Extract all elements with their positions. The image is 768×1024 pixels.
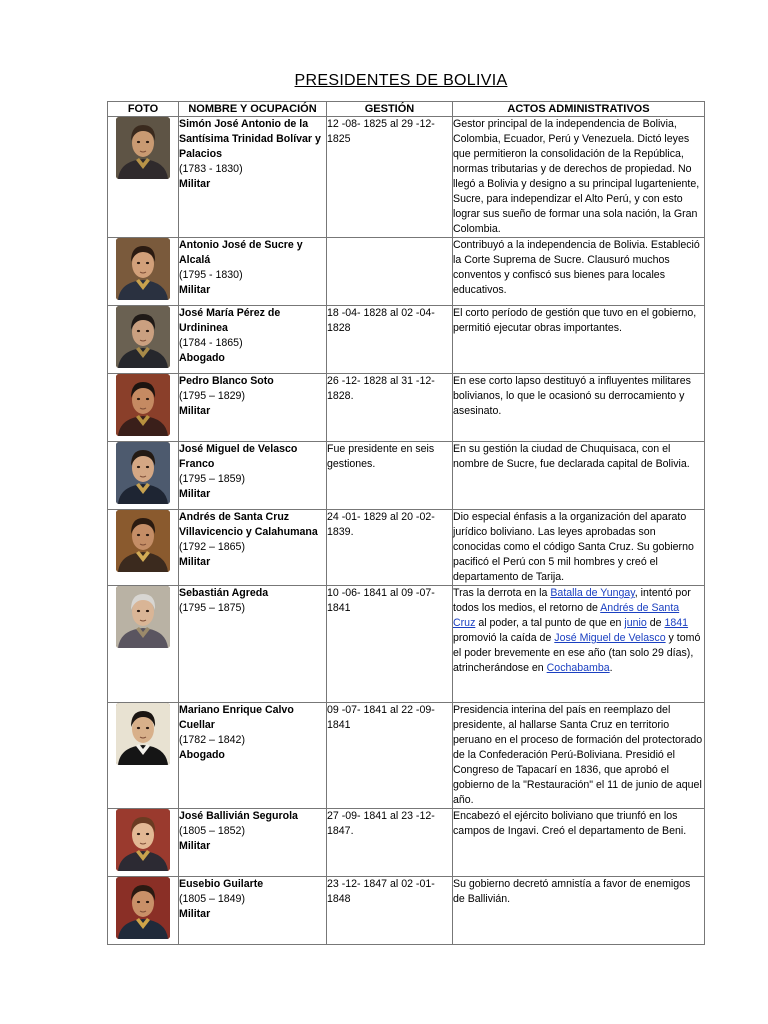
president-portrait <box>116 703 170 765</box>
president-name: Antonio José de Sucre y Alcalá <box>179 239 303 266</box>
name-cell <box>179 510 327 586</box>
table-row <box>108 809 705 877</box>
president-occupation: Militar <box>179 178 211 190</box>
gestion-cell <box>327 117 453 238</box>
gestion-cell <box>327 877 453 945</box>
president-occupation: Militar <box>179 908 211 920</box>
acts-text: . <box>609 662 613 674</box>
table-row <box>108 117 705 238</box>
acts-text: Encabezó el ejército boliviano que triunfó en los campos de Ingavi. Creó el departamento de Beni. <box>453 810 687 837</box>
presidents-table <box>107 101 705 945</box>
wiki-link[interactable]: Batalla de Yungay <box>550 587 635 599</box>
acts-text: Gestor principal de la independencia de Bolivia, Colombia, Ecuador, Perú y Venezuela. Dictó leyes que permitieron la consolidación de la República, normas tributarias y de derechos de propiedad. No llegó a Bolivia y designo a su principal lugarteniente, Sucre, para independizar el Alto Perú, y con esto lograr sus sueño de formar una sola nación, la Gran Colombia. <box>453 118 700 235</box>
table-row <box>108 877 705 945</box>
president-portrait <box>116 809 170 871</box>
acts-cell <box>453 117 705 238</box>
president-years: (1783 - 1830) <box>179 163 243 175</box>
name-cell <box>179 877 327 945</box>
president-name: José Miguel de Velasco Franco <box>179 443 298 470</box>
president-occupation: Abogado <box>179 352 225 364</box>
wiki-link[interactable]: Cochabamba <box>546 662 610 674</box>
table-row <box>108 374 705 442</box>
header-actos-administrativos: ACTOS ADMINISTRATIVOS <box>453 102 705 117</box>
acts-text: al poder, a tal punto de que en <box>475 617 625 629</box>
document-title: PRESIDENTES DE BOLIVIA <box>294 72 508 89</box>
gestion-text: 12 -08- 1825 al 29 -12- 1825 <box>327 118 435 145</box>
president-portrait <box>116 374 170 436</box>
acts-text: El corto período de gestión que tuvo en el gobierno, permitió ejecutar obras importantes. <box>453 307 697 334</box>
header-foto: FOTO <box>108 102 179 117</box>
acts-text: Contribuyó a la independencia de Bolivia. Estableció la Corte Suprema de Sucre. Clausuró muchos conventos y confiscó sus bienes para locales educativos. <box>453 239 700 296</box>
photo-cell <box>108 306 179 374</box>
wiki-link[interactable]: junio <box>624 617 647 629</box>
table-header-row <box>108 102 705 117</box>
gestion-cell <box>327 586 453 703</box>
photo-cell <box>108 510 179 586</box>
president-occupation: Militar <box>179 284 211 296</box>
photo-cell <box>108 877 179 945</box>
gestion-cell <box>327 442 453 510</box>
acts-text: promovió la caída de <box>453 632 555 644</box>
acts-text: , intentó por todos los medios, el retorno de <box>453 587 691 614</box>
header-gestion: GESTIÓN <box>327 102 453 117</box>
name-cell <box>179 809 327 877</box>
table-row <box>108 238 705 306</box>
gestion-text: 10 -06- 1841 al 09 -07- 1841 <box>327 587 435 614</box>
acts-text: En su gestión la ciudad de Chuquisaca, con el nombre de Sucre, fue declarada capital de Bolivia. <box>453 443 690 470</box>
acts-cell <box>453 238 705 306</box>
president-years: (1795 – 1859) <box>179 473 245 485</box>
president-years: (1795 – 1875) <box>179 602 245 614</box>
acts-cell <box>453 586 705 703</box>
acts-cell <box>453 306 705 374</box>
acts-cell <box>453 374 705 442</box>
president-occupation: Militar <box>179 556 211 568</box>
photo-cell <box>108 586 179 703</box>
acts-text: Su gobierno decretó amnistía a favor de enemigos de Ballivián. <box>453 878 691 905</box>
president-portrait <box>116 510 170 572</box>
president-name: Mariano Enrique Calvo Cuellar <box>179 704 294 731</box>
president-occupation: Militar <box>179 488 211 500</box>
name-cell <box>179 442 327 510</box>
gestion-text: 18 -04- 1828 al 02 -04-1828 <box>327 307 435 334</box>
acts-text: de <box>646 617 665 629</box>
president-name: Pedro Blanco Soto <box>179 375 274 387</box>
wiki-link[interactable]: 1841 <box>664 617 689 629</box>
wiki-link[interactable]: Andrés de Santa Cruz <box>453 602 680 629</box>
president-name: Andrés de Santa Cruz Villavicencio y Calahumana <box>179 511 318 538</box>
table-row <box>108 586 705 703</box>
photo-cell <box>108 809 179 877</box>
president-portrait <box>116 117 170 179</box>
president-occupation: Militar <box>179 840 211 852</box>
table-row <box>108 703 705 809</box>
gestion-text: 24 -01- 1829 al 20 -02- 1839. <box>327 511 435 538</box>
president-portrait <box>116 306 170 368</box>
president-occupation: Militar <box>179 405 211 417</box>
gestion-cell <box>327 510 453 586</box>
president-years: (1795 - 1830) <box>179 269 243 281</box>
gestion-text: 27 -09- 1841 al 23 -12- 1847. <box>327 810 435 837</box>
acts-cell <box>453 510 705 586</box>
name-cell <box>179 117 327 238</box>
president-name: Sebastián Agreda <box>179 587 269 599</box>
president-years: (1805 – 1849) <box>179 893 245 905</box>
name-cell <box>179 586 327 703</box>
gestion-cell <box>327 306 453 374</box>
gestion-text: Fue presidente en seis gestiones. <box>327 443 435 470</box>
acts-text: Dio especial énfasis a la organización del aparato jurídico boliviano. Las leyes aprobadas son conocidas como el código Santa Cruz. Su gobierno pacificó el Perú con 5 mil hombres y creó el departamento de Tarija. <box>453 511 694 583</box>
president-years: (1795 – 1829) <box>179 390 245 402</box>
president-occupation: Abogado <box>179 749 225 761</box>
photo-cell <box>108 238 179 306</box>
table-row <box>108 510 705 586</box>
acts-text: Tras la derrota en la <box>453 587 551 599</box>
president-name: José María Pérez de Urdininea <box>179 307 281 334</box>
president-name: Simón José Antonio de la Santísima Trinidad Bolívar y Palacios <box>179 118 321 160</box>
gestion-text: 26 -12- 1828 al 31 -12- 1828. <box>327 375 435 402</box>
president-name: Eusebio Guilarte <box>179 878 264 890</box>
gestion-cell <box>327 809 453 877</box>
name-cell <box>179 374 327 442</box>
header-nombre-ocupacion: NOMBRE Y OCUPACIÓN <box>179 102 327 117</box>
president-years: (1782 – 1842) <box>179 734 245 746</box>
acts-cell <box>453 442 705 510</box>
president-portrait <box>116 586 170 648</box>
gestion-cell <box>327 374 453 442</box>
wiki-link[interactable]: José Miguel de Velasco <box>554 632 666 644</box>
table-row <box>108 306 705 374</box>
table-row <box>108 442 705 510</box>
photo-cell <box>108 442 179 510</box>
gestion-text: 09 -07- 1841 al 22 -09- 1841 <box>327 704 435 731</box>
acts-cell <box>453 809 705 877</box>
acts-text: Presidencia interina del país en reemplazo del presidente, al hallarse Santa Cruz en territorio peruano en el proceso de formación del protectorado de la Confederación Perú-Boliviana. Presidió el Congreso de Tapacarí en 1836, que aprobó el gobierno de la "Restauración" el 11 de junio de aquel año. <box>453 704 703 806</box>
photo-cell <box>108 703 179 809</box>
photo-cell <box>108 117 179 238</box>
name-cell <box>179 306 327 374</box>
president-years: (1784 - 1865) <box>179 337 243 349</box>
name-cell <box>179 238 327 306</box>
photo-cell <box>108 374 179 442</box>
name-cell <box>179 703 327 809</box>
president-years: (1805 – 1852) <box>179 825 245 837</box>
gestion-cell <box>327 238 453 306</box>
acts-text: En ese corto lapso destituyó a influyentes militares bolivianos, lo que le ocasionó su derrocamiento y asesinato. <box>453 375 691 417</box>
president-years: (1792 – 1865) <box>179 541 245 553</box>
president-portrait <box>116 442 170 504</box>
president-portrait <box>116 238 170 300</box>
gestion-text: 23 -12- 1847 al 02 -01- 1848 <box>327 878 435 905</box>
president-name: José Ballivián Segurola <box>179 810 298 822</box>
president-portrait <box>116 877 170 939</box>
acts-cell <box>453 703 705 809</box>
acts-text: y tomó el poder brevemente en ese año (tan solo 29 días), atrincherándose en <box>453 632 701 674</box>
acts-cell <box>453 877 705 945</box>
gestion-cell <box>327 703 453 809</box>
